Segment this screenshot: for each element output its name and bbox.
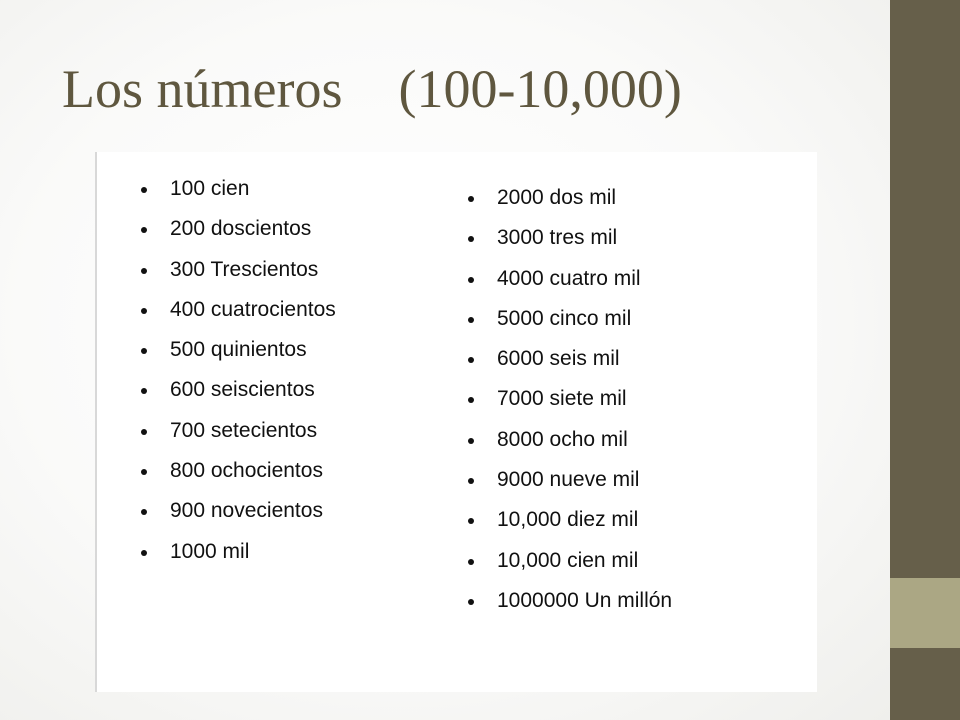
list-item: 8000 ocho mil — [465, 420, 672, 460]
list-item: 500 quinientos — [138, 330, 336, 370]
list-item: 1000000 Un millón — [465, 581, 672, 621]
number-list-right — [465, 178, 672, 621]
slide-title — [62, 59, 682, 119]
list-item: 700 setecientos — [138, 411, 336, 451]
title-text: Los números — [62, 59, 343, 119]
list-item: 5000 cinco mil — [465, 299, 672, 339]
list-item: 3000 tres mil — [465, 218, 672, 258]
list-item: 600 seiscientos — [138, 370, 336, 410]
list-item: 4000 cuatro mil — [465, 259, 672, 299]
list-item: 10,000 diez mil — [465, 500, 672, 540]
title-range: (100-10,000) — [398, 59, 682, 119]
list-item: 10,000 cien mil — [465, 541, 672, 581]
list-item: 200 doscientos — [138, 209, 336, 249]
list-item: 800 ochocientos — [138, 451, 336, 491]
list-item: 400 cuatrocientos — [138, 290, 336, 330]
image-left-border — [95, 152, 97, 692]
list-item: 9000 nueve mil — [465, 460, 672, 500]
list-item: 300 Trescientos — [138, 250, 336, 290]
list-item: 7000 siete mil — [465, 379, 672, 419]
side-accent-block — [890, 578, 960, 648]
number-list-left — [138, 169, 336, 572]
list-item: 100 cien — [138, 169, 336, 209]
list-item: 900 novecientos — [138, 491, 336, 531]
list-item: 1000 mil — [138, 532, 336, 572]
list-item: 6000 seis mil — [465, 339, 672, 379]
list-item: 2000 dos mil — [465, 178, 672, 218]
